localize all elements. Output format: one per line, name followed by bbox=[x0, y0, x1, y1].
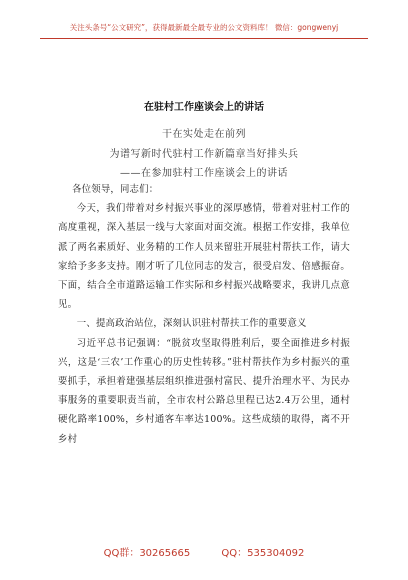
header-banner: 关注头条号“公文研究”，获得最新最全最专业的公文资料库！ 微信：gongwenyj bbox=[69, 23, 339, 32]
subtitle-line-1: 干在实处走在前列 bbox=[162, 129, 246, 140]
subtitle-line-2: 为谱写新时代驻村工作新篇章当好排头兵 bbox=[109, 149, 299, 160]
footer-qq-group: QQ群：30265665 bbox=[103, 548, 191, 559]
subtitle-line-3: ——在参加驻村工作座谈会上的讲话 bbox=[120, 168, 288, 179]
section-heading-1: 一、提高政治站位，深刻认识驻村帮扶工作的重要意义 bbox=[76, 318, 307, 330]
paragraph-section-1: 习近平总书记强调：“脱贫攻坚取得胜利后，要全面推进乡村振兴，这是‘三农’工作重心的历史性转移。”驻村帮扶作为乡村振兴的重要抓手，承担着建强基层组织推进强村富民、提升治理水平、为民办事服务的重要职责当前，全市农村公路总里程已达2.4万公里，通村硬化路率100%，乡村通客车率达100%。这些成绩的取得，离不开乡村 bbox=[58, 337, 350, 445]
document-body bbox=[58, 180, 350, 449]
paragraph-intro: 今天，我们带着对乡村振兴事业的深厚感情，带着对驻村工作的高度重视，深入基层一线与大家面对面交流。根据工作安排，我单位派了两名素质好、业务精的工作人员来留驻开展驻村帮扶工作，请大家给予多多支持。刚才听了几位同志的发言，很受启发、倍感振奋。下面，结合全市道路运输工作实际和乡村振兴战略要求，我讲几点意见。 bbox=[58, 203, 350, 311]
salutation: 各位领导，同志们： bbox=[72, 184, 159, 195]
footer-qq: QQ：535304092 bbox=[221, 548, 305, 559]
document-title: 在驻村工作座谈会上的讲话 bbox=[144, 102, 264, 113]
header-divider bbox=[40, 38, 368, 39]
footer-contact bbox=[0, 544, 408, 559]
